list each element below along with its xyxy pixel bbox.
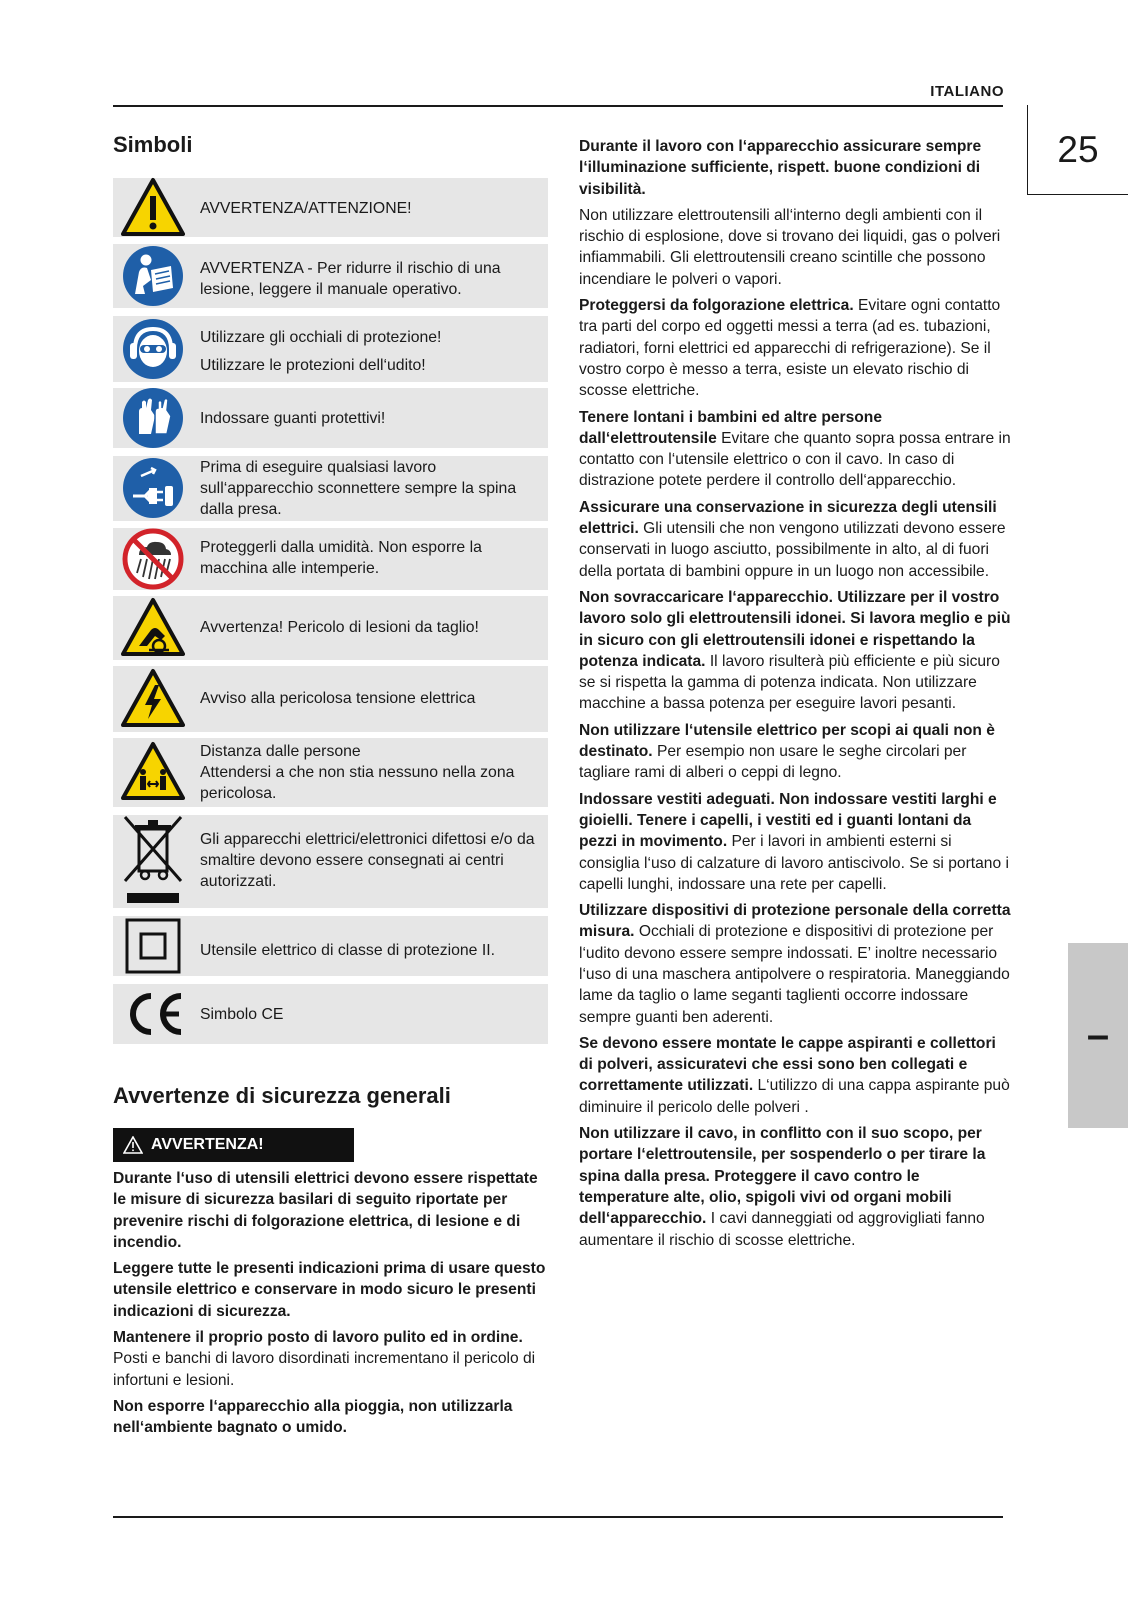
distance-persons-icon [121,740,185,804]
symbol-text: Gli apparecchi elettrici/elettronici difettosi e/o da smaltire devono essere consegnati ai centri autorizzati. [200,831,535,890]
warning-triangle-icon [123,1136,143,1154]
symbol-text: Distanza dalle persone Attendersi a che non stia nessuno nella zona pericolosa. [200,743,515,802]
paragraph: Tenere lontani i bambini ed altre persone dall‘elettroutensile Evitare che quanto sopra possa entrare in contatto con l‘utensile elettrico o con il cavo. In caso di distrazione potete perdere il controllo dell‘apparecchio. [579,408,1011,490]
paragraph: Proteggersi da folgorazione elettrica. Evitare ogni contatto tra parti del corpo ed oggetti messi a terra (ad es. tubazioni, radiatori, forni elettrici ed apparecchi di refrigerazione). Se il vostro corpo è messo a terra, esiste un elevato rischio di scosse elettriche. [579,297,1001,400]
unplug-icon [121,456,185,520]
symbol-row [113,984,548,1044]
electric-hazard-icon [121,667,185,731]
right-column [579,136,1013,1256]
paragraph: Utilizzare dispositivi di protezione personale della corretta misura. Occhiali di protezione e dispositivi di protezione per l‘udito devono essere sempre indossati. E’ inoltre necessario l‘uso di una maschera antipolvere o respiratoria. Maneggiando lame da taglio o lame seganti taglienti occorre indossare sempre guanti ben aderenti. [579,902,1011,1026]
warning-triangle-icon [121,176,185,240]
symbol-text: AVVERTENZA - Per ridurre il rischio di una lesione, leggere il manuale operativo. [200,260,501,298]
symbol-text: Utensile elettrico di classe di protezione II. [200,942,496,959]
cut-hazard-icon [121,596,185,660]
symbol-text: Avviso alla pericolosa tensione elettrica [200,690,476,707]
language-label: ITALIANO [930,83,1004,100]
safety-title: Avvertenze di sicurezza generali [113,1083,451,1108]
symbol-row [113,666,548,732]
symbol-row [113,916,548,976]
paragraph: Indossare vestiti adeguati. Non indossare vestiti larghi e gioielli. Tenere i capelli, i vestiti ed i guanti lontani da pezzi in movimento. Per i lavori in ambienti esterni si consiglia l‘uso di calzature di lavoro antiscivolo. Se si portano i capelli lunghi, indossare una rete per capelli. [579,790,1009,893]
symbols-title: Simboli [113,132,193,157]
symbol-text: Indossare guanti protettivi! [200,410,386,427]
paragraph: Mantenere il proprio posto di lavoro pulito ed in ordine. Posti e banchi di lavoro disordinati incrementano il pericolo di infortuni e lesioni. [113,1329,536,1389]
symbol-row [113,815,548,908]
symbol-text: AVVERTENZA/ATTENZIONE! [200,200,412,217]
symbol-row [113,738,548,807]
symbol-row [113,388,548,448]
symbol-text: Utilizzare gli occhiali di protezione! Utilizzare le protezioni dell‘udito! [200,329,442,374]
paragraph: Non utilizzare elettroutensili all‘interno degli ambienti con il rischio di esplosione, dove si trovano dei liquidi, gas o polveri infiammabili. Gli elettroutensili creano scintille che possono incendiare le polveri o vapori. [579,206,1001,288]
class-ii-icon [121,914,185,978]
header-rule [113,105,1003,107]
symbol-row [113,178,548,237]
symbol-text: Prima di eseguire qualsiasi lavoro sull‘apparecchio sconnettere sempre la spina dalla presa. [200,459,517,518]
goggles-ear-protection-icon [121,317,185,381]
paragraph: Non esporre l‘apparecchio alla pioggia, non utilizzarla nell‘ambiente bagnato o umido. [113,1397,513,1437]
symbol-text: Simbolo CE [200,1006,284,1023]
paragraph: Durante l‘uso di utensili elettrici devono essere rispettate le misure di sicurezza basilari di seguito riportate per prevenire rischi di folgorazione elettrica, di lesione e di incendio. [113,1170,538,1251]
gloves-icon [121,386,185,450]
symbol-row [113,596,548,660]
warning-label: AVVERTENZA! [151,1136,264,1153]
paragraph: Non utilizzare il cavo, in conflitto con il suo scopo, per portare l‘elettroutensile, per sospenderlo o per tirare la spina dalla presa. Proteggere il cavo contro le temperature alte, olio, spigoli vivi od organi mobili dell‘apparecchio. I cavi danneggiati od aggrovigliati fanno aumentare il rischio di scosse elettriche. [579,1125,986,1249]
read-manual-icon [121,244,185,308]
footer-rule [113,1516,1003,1518]
left-paragraphs [113,1168,548,1444]
symbol-text: Proteggerli dalla umidità. Non esporre la macchina alle intemperie. [200,539,482,577]
warning-banner [113,1128,354,1162]
page-number: 25 [1027,105,1128,195]
symbol-row [113,316,548,382]
weee-bin-icon [121,815,185,907]
paragraph: Non sovraccaricare l‘apparecchio. Utilizzare per il vostro lavoro solo gli elettroutensili idonei. Si lavora meglio e più in sicuro con gli elettroutensili idonei e rispettando la potenza indicata. Il lavoro risulterà più efficiente e più sicuro se si rispetta la gamma di potenza indicata. Non utilizzare macchine a bassa potenza per eseguire lavori pesanti. [579,588,1011,713]
paragraph: Assicurare una conservazione in sicurezza degli utensili elettrici. Gli utensili che non vengono utilizzati devono essere conservati in luogo asciutto, possibilmente in alto, al di fuori della portata di bambini oppure in un luogo non accessibile. [579,498,1006,580]
no-rain-icon [121,527,185,591]
ce-mark-icon [121,982,185,1046]
paragraph: Se devono essere montate le cappe aspiranti e collettori di polveri, assicuratevi che essi sono ben collegati e correttamente utilizzati. L‘utilizzo di una cappa aspirante può diminuire il pericolo delle polveri . [579,1034,1010,1116]
symbol-row [113,456,548,521]
symbol-row [113,244,548,308]
symbol-row [113,528,548,590]
side-tab: – [1068,943,1128,1128]
paragraph: Non utilizzare l‘utensile elettrico per scopi ai quali non è destinato. Per esempio non usare le seghe circolari per tagliare rami di alberi o ceppi di legno. [579,721,995,782]
symbol-text: Avvertenza! Pericolo di lesioni da taglio! [200,619,479,636]
paragraph: Durante il lavoro con l‘apparecchio assicurare sempre l‘illuminazione sufficiente, rispett. buone condizioni di visibilità. [579,138,982,198]
paragraph: Leggere tutte le presenti indicazioni prima di usare questo utensile elettrico e conservare in modo sicuro le presenti indicazioni di sicurezza. [113,1260,546,1320]
